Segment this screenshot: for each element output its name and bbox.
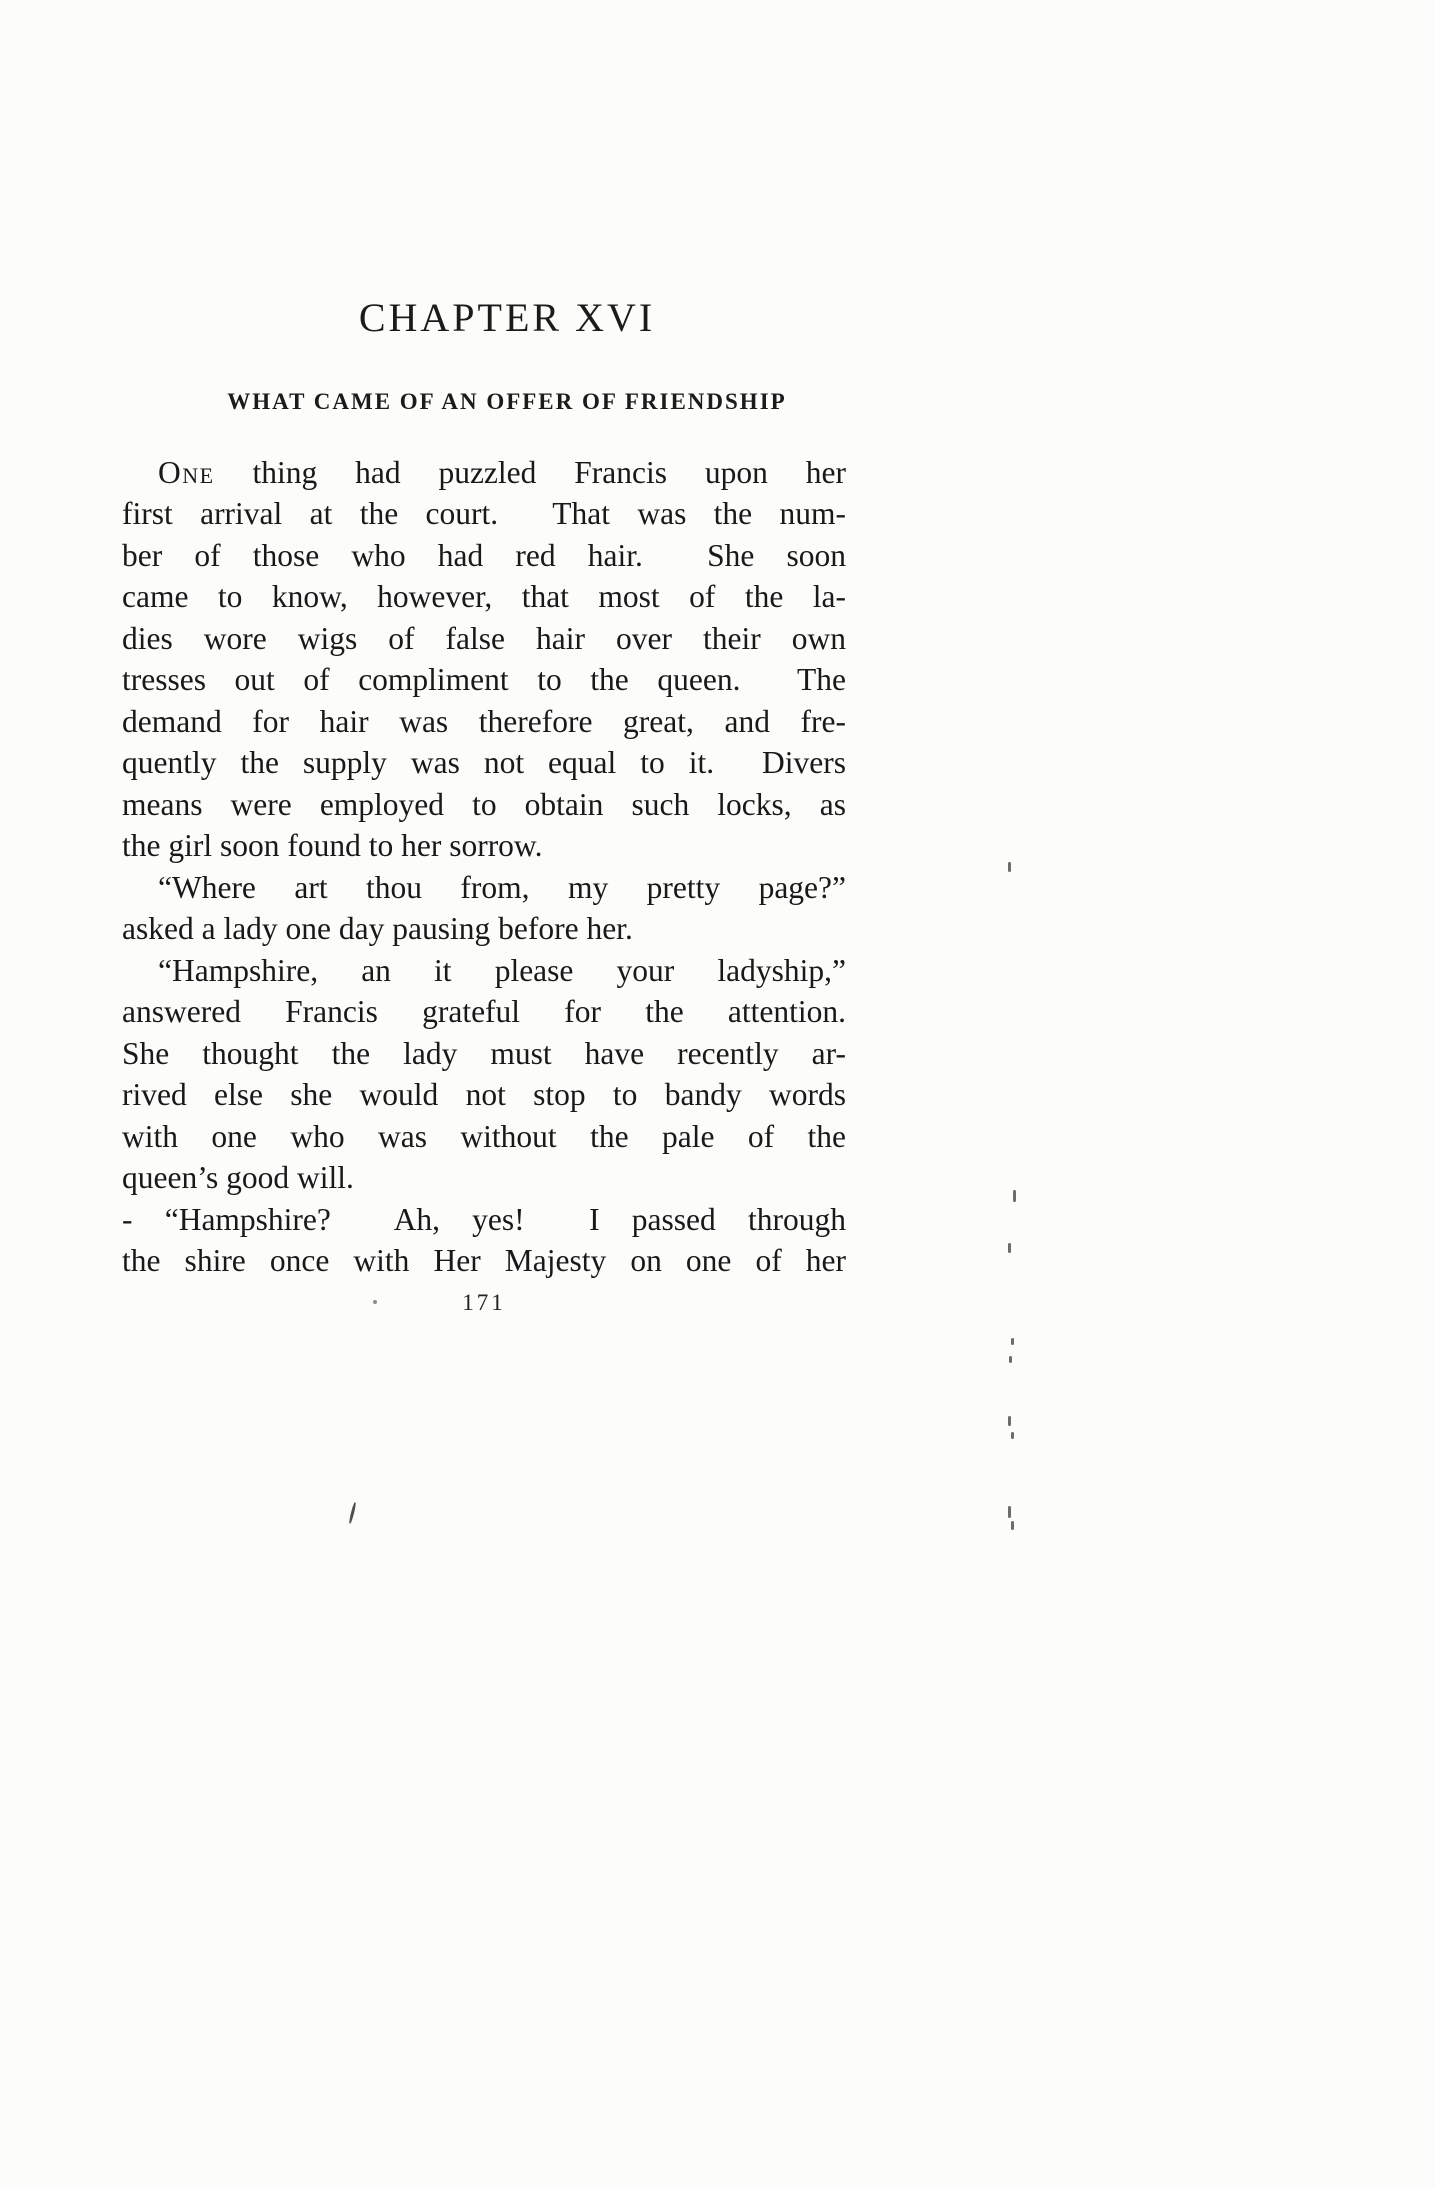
paragraph-3 <box>122 950 846 1199</box>
body-line: demand for hair was therefore great, and fre- <box>122 703 846 739</box>
body-line: queen’s good will. <box>122 1160 354 1196</box>
scan-artifact <box>1009 1356 1012 1363</box>
scan-artifact <box>1008 1243 1011 1253</box>
body-line: asked a lady one day pausing before her. <box>122 911 633 947</box>
body-line: tresses out of compliment to the queen. The <box>122 662 846 698</box>
body-line: means were employed to obtain such locks, as <box>122 786 846 822</box>
scan-artifact <box>1008 862 1011 872</box>
scan-artifact <box>1013 1190 1016 1202</box>
paragraph-4 <box>122 1199 846 1282</box>
body-line <box>122 452 846 494</box>
scan-artifact <box>1011 1338 1014 1345</box>
lead-word: One <box>158 454 215 490</box>
body-line: - “Hampshire? Ah, yes! I passed through <box>122 1201 846 1237</box>
paragraph-1 <box>122 452 846 867</box>
body-line: the shire once with Her Majesty on one of her <box>122 1243 846 1279</box>
text-block <box>122 295 846 1316</box>
body-line: She thought the lady must have recently ar- <box>122 1035 846 1071</box>
body-line: rived else she would not stop to bandy words <box>122 1077 846 1113</box>
body-line: first arrival at the court. That was the num- <box>122 496 846 532</box>
paragraph-2 <box>122 867 846 950</box>
body-line-text: thing had puzzled Francis upon her <box>214 454 846 490</box>
body-line: ber of those who had red hair. She soon <box>122 537 846 573</box>
scan-artifact <box>1008 1506 1011 1518</box>
body-line: came to know, however, that most of the la- <box>122 579 846 615</box>
body-line: answered Francis grateful for the attention. <box>122 994 846 1030</box>
page-number: 171 <box>462 1289 506 1315</box>
body-line: quently the supply was not equal to it. Divers <box>122 745 846 781</box>
body-line: “Hampshire, an it please your ladyship,” <box>158 952 846 988</box>
chapter-subtitle: WHAT CAME OF AN OFFER OF FRIENDSHIP <box>227 389 787 414</box>
body-line: dies wore wigs of false hair over their own <box>122 620 846 656</box>
body-line: with one who was without the pale of the <box>122 1118 846 1154</box>
scan-artifact <box>373 1300 377 1304</box>
scan-artifact <box>1008 1416 1011 1426</box>
scan-artifact <box>1011 1521 1014 1530</box>
scan-artifact <box>348 1502 356 1524</box>
body-line: “Where art thou from, my pretty page?” <box>158 869 846 905</box>
scan-artifact <box>1011 1432 1014 1439</box>
chapter-heading: CHAPTER XVI <box>358 295 656 340</box>
body-line: the girl soon found to her sorrow. <box>122 828 543 864</box>
